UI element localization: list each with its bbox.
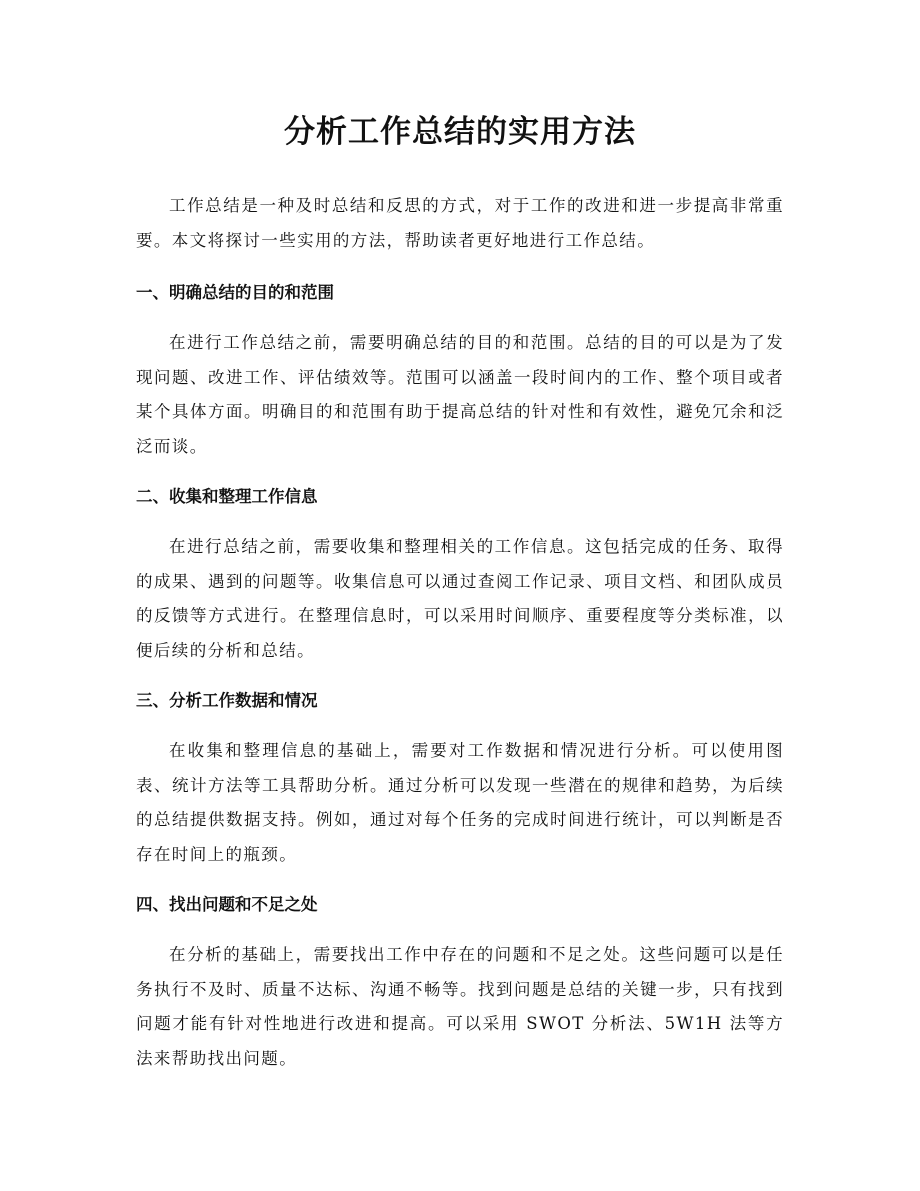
section-body-4: 在分析的基础上，需要找出工作中存在的问题和不足之处。这些问题可以是任务执行不及时、质量不达标、沟通不畅等。找到问题是总结的关键一步，只有找到问题才能有针对性地进行改进和提高。可以采用 SWOT 分析法、5W1H 法等方法来帮助找出问题。 (136, 945, 784, 1068)
section-body-3: 在收集和整理信息的基础上，需要对工作数据和情况进行分析。可以使用图表、统计方法等工具帮助分析。通过分析可以发现一些潜在的规律和趋势，为后续的总结提供数据支持。例如，通过对每个任务的完成时间进行统计，可以判断是否存在时间上的瓶颈。 (136, 741, 784, 864)
section-heading-1: 一、明确总结的目的和范围 (136, 283, 334, 302)
page-title: 分析工作总结的实用方法 (284, 114, 636, 150)
section-heading-4: 四、找出问题和不足之处 (136, 895, 318, 914)
intro-paragraph: 工作总结是一种及时总结和反思的方式，对于工作的改进和进一步提高非常重要。本文将探讨一些实用的方法，帮助读者更好地进行工作总结。 (136, 196, 784, 250)
section-body-1: 在进行工作总结之前，需要明确总结的目的和范围。总结的目的可以是为了发现问题、改进工作、评估绩效等。范围可以涵盖一段时间内的工作、整个项目或者某个具体方面。明确目的和范围有助于提高总结的针对性和有效性，避免冗余和泛泛而谈。 (136, 333, 784, 456)
section-heading-2: 二、收集和整理工作信息 (136, 487, 318, 506)
section-heading-3: 三、分析工作数据和情况 (136, 691, 318, 710)
section-body-2: 在进行总结之前，需要收集和整理相关的工作信息。这包括完成的任务、取得的成果、遇到的问题等。收集信息可以通过查阅工作记录、项目文档、和团队成员的反馈等方式进行。在整理信息时，可以采用时间顺序、重要程度等分类标准，以便后续的分析和总结。 (136, 537, 784, 660)
